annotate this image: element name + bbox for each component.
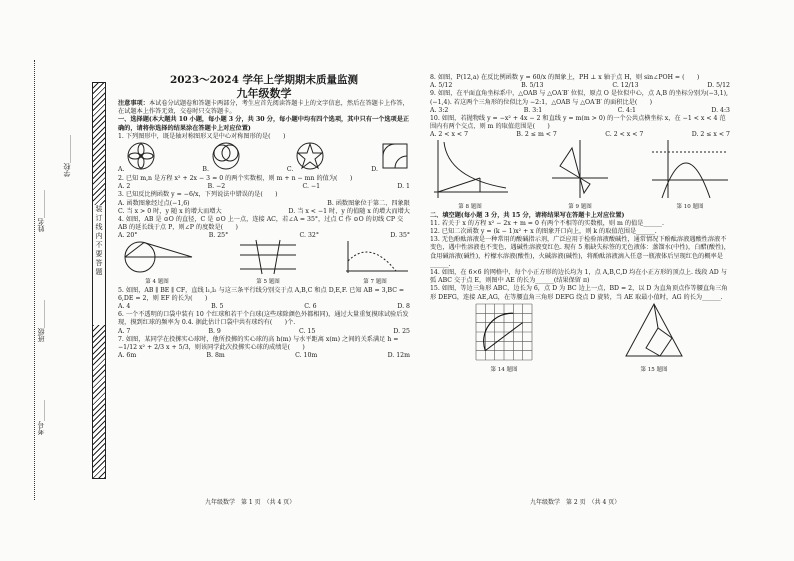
hyperbola-diagram (430, 138, 510, 200)
fig-q5 (238, 239, 298, 286)
q4-option-d: D. 35° (390, 232, 410, 240)
q7-option-a: A. 6m (118, 352, 137, 360)
fig-q4 (118, 239, 196, 286)
q8-option-b: B. 5/13 (521, 82, 544, 90)
fig-q7-caption: 第 7 题图 (363, 279, 387, 286)
exam-no-field: 考号______ (37, 400, 45, 435)
q5-option-c: C. 6 (304, 303, 317, 311)
q4-option-b: B. 25° (208, 232, 229, 240)
flower-symbol-figure (126, 141, 156, 171)
fig-q4-caption: 第 4 题图 (145, 279, 169, 286)
q9-options (430, 107, 730, 115)
q4-option-c: C. 32° (299, 232, 319, 240)
q3-options-ab (118, 200, 410, 208)
q5-stem: 5. 如图，AB ∥ BE ∥ CF，直线 l₁,l₂ 与这三条平行线分别交于点 A,B,C 和点 D,E,F. 已知 AB = 3,BC = 6,DE = 2，则 EF 的长为( ) (118, 286, 405, 302)
q3-option-c: C. 当 x > 0 时，y 随 x 的增大而增大 (118, 207, 222, 215)
q1-option-d (371, 141, 410, 174)
binding-char: 内 (95, 232, 103, 240)
section2-heading: 二、填空题(每小题 3 分，共 15 分，请将结果写在答题卡上对应位置) (430, 211, 625, 219)
footer-right: 九年级数学 第 2 页 （共 4 页） (530, 499, 621, 506)
section1-heading: 一、选择题(本大题共 10 小题，每小题 3 分，共 30 分，每小题中均有四个选项，其中只有一个选项是正确的，请将你选择的结果涂在答题卡上对应位置) (118, 116, 410, 132)
q6-option-d: D. 25 (393, 327, 410, 335)
q3-stem: 3. 已知反比例函数 y = −6/x，下列说法中错误的是( ) (118, 191, 278, 199)
margin-line (34, 60, 35, 500)
class-field: 班级________ (37, 300, 45, 342)
equilateral-triangle-diagram (622, 302, 686, 362)
q9-option-a: A. 3:2 (430, 106, 449, 114)
option-label: D. (371, 166, 379, 174)
q9-option-b: B. 3:1 (523, 106, 543, 114)
q5-option-d: D. 8 (397, 303, 410, 311)
q2-stem: 2. 已知 m,n 是方程 x² + 2x − 3 = 0 的两个实数根，则 m + n − mn 的值为( ) (118, 175, 353, 183)
q10-stem: 10. 如图，若抛物线 y = −x² + 4x − 2 和直线 y = m(m > 0) 的一个公共点横坐标 x，在 −1 < x < 4 范围内有两个交点，则 m 的取值范围是( ) (430, 115, 726, 131)
binding-char: 答 (95, 259, 103, 267)
q10-option-d: D. 2 ≤ x < 7 (691, 131, 730, 139)
parabola-diagram (650, 138, 730, 200)
q15-stem: 15. 如图，等边三角形 ABC，边长为 6，点 D 为 BC 边上一点，BD = 2，以 D 为直角顶点作等腰直角三角形 DEFG，连接 AE,AG，在等腰直角三角形 DEFG 绕点 D 旋转，当 AE 取最小值时，AG 的长为______. (430, 285, 728, 301)
figures-row1 (118, 241, 410, 287)
shot-put-parabola-diagram (340, 239, 410, 275)
q10-option-a: A. 2 < x < 7 (430, 131, 469, 139)
q9-option-d: D. 4:3 (711, 106, 730, 114)
option-label: C. (286, 166, 294, 174)
q1-option-c (287, 141, 325, 174)
exam-no-label: 考号 (37, 421, 45, 435)
q5-option-a: A. 4 (118, 303, 131, 311)
q6-option-c: C. 15 (298, 327, 316, 335)
fig-q14 (474, 302, 534, 373)
exam-title: 2023～2024 学年上学期期末质量监测 (169, 74, 359, 86)
binding-char: 装 (95, 205, 103, 213)
q3-options-cd (118, 208, 410, 216)
fig-q9 (550, 138, 610, 211)
q7-option-d: D. 12m (387, 352, 410, 360)
q6-stem: 6. 一个不透明的口袋中装有 10 个红球和若干个白球(这些球除颜色外都相同)，通过大量重复摸球试验后发现，摸到红球的频率为 0.4. 据此估计口袋中共有球约有( )个. (118, 311, 409, 327)
fig-q7 (340, 239, 410, 286)
q14-stem: 14. 如图，在 6×6 的网格中，每个小正方形的边长均为 1，点 A,B,C,D 均在小正方形的顶点上. 线段 AD 与弧 ABC 交于点 E，则图中 AE 的长为______(结果保留 π) (430, 269, 727, 285)
q2-option-b: B. −2 (207, 183, 226, 191)
fig-q9-caption: 第 9 题图 (568, 204, 592, 211)
circles-symbol-figure (211, 141, 241, 171)
similar-triangles-diagram (550, 138, 610, 200)
grid-arc-diagram (474, 302, 534, 362)
parallel-lines-diagram (238, 239, 298, 275)
page-left (118, 74, 410, 360)
name-field: 姓名________ (37, 190, 45, 232)
q9-option-c: C. 4:1 (617, 106, 636, 114)
option-label: B. (202, 166, 209, 174)
q7-options (118, 352, 410, 360)
notes-heading: 注意事项： (118, 100, 149, 107)
q1-options (118, 141, 410, 175)
q7-option-c: C. 10m (295, 352, 318, 360)
fig-q15 (622, 302, 686, 373)
binding-char: 线 (95, 223, 103, 231)
q2-option-d: D. 1 (397, 183, 410, 191)
q6-option-a: A. 7 (118, 327, 131, 335)
fig-q8-caption: 第 8 题图 (458, 204, 482, 211)
q12-stem: 12. 已知二次函数 y = (k − 1)x² + x 的图象开口向上，则 k 的取值范围是______. (430, 228, 657, 236)
fig-q10 (650, 138, 730, 211)
binding-text (92, 205, 106, 325)
q6-option-b: B. 9 (208, 327, 221, 335)
q8-option-d: D. 5/12 (707, 82, 730, 90)
fig-q10-caption: 第 10 题图 (676, 204, 704, 211)
circle-tangent-diagram (118, 239, 196, 275)
footer-left: 九年级数学 第 1 页 （共 4 页） (205, 499, 296, 506)
fig-q8 (430, 138, 510, 211)
q10-option-c: C. 2 < x < 7 (605, 131, 644, 139)
q13-stem: 13. 无色酚酞溶液是一种常用的酸碱指示剂，广泛应用于检验溶液酸碱性，通常情况下酚酞溶液遇酸性溶液不变色，遇中性溶液也不变色，遇碱性溶液变红色. 现有 5 瓶缺失标签的无色液体：蒸馏水(中性)，白醋(酸性)，食用碱溶液(碱性)，柠檬水溶液(酸性)，火碱溶液(碱性)，将酚酞溶液滴入任意一瓶液体后呈现红色的概率是______. (430, 236, 730, 268)
star-symbol-figure (295, 141, 325, 171)
figures-row2 (430, 140, 730, 212)
q4-stem: 4. 如图，AB 是 ⊙O 的直径，C 是 ⊙O 上一点，连接 AC，若∠A = 35°，过点 C 作 ⊙O 的切线 CP 交 AB 的延长线于点 P，则∠P 的度数是( ) (118, 216, 404, 232)
q8-option-a: A. 5/12 (430, 82, 453, 90)
fig-q15-caption: 第 15 题图 (640, 366, 668, 373)
school-label: 学校 (63, 163, 71, 177)
q1-option-a (118, 141, 156, 174)
notes-text: 本试卷分试题卷和答题卡两部分，考生应首先阅读答题卡上的文字信息，然后在答题卡上作答，在试题本上作答无效，交卷时只交答题卡。 (118, 100, 409, 116)
q8-option-c: C. 12/13 (612, 82, 639, 90)
page-right (430, 74, 730, 374)
notes (118, 100, 410, 116)
q3-option-b: B. 函数图象位于第二、四象限 (327, 199, 410, 207)
q4-option-a: A. 20° (118, 232, 138, 240)
binding-char: 订 (95, 214, 103, 222)
square-symbol-figure (380, 141, 410, 171)
option-label: A. (118, 166, 125, 174)
q6-options (118, 328, 410, 336)
q8-stem: 8. 如图，P(12,a) 在反比例函数 y = 60/x 的图象上，PH ⊥ x 轴于点 H，则 sin∠POH = ( ) (430, 74, 700, 81)
q9-stem: 9. 如图，在平面直角坐标系中，△OAB 与 △OA′B′ 位似，原点 O 是位似中心，点 A,B 的坐标分别为(−3,1),(−1,4). 若这两个三角形的位似比为 −2:1，△OAB 与 △OA′B′ 的面积比是( ) (430, 90, 729, 106)
binding-char: 不 (95, 241, 103, 249)
exam-subtitle: 九年级数学 (236, 87, 292, 100)
q3-option-d: D. 当 x < −1 时，y 的值随 x 的增大而增大 (288, 207, 410, 215)
q7-option-b: B. 8m (206, 352, 225, 360)
school-field: 学校________ (63, 135, 71, 177)
q3-option-a: A. 函数图象经过点(−1,6) (118, 199, 190, 207)
name-label: 姓名 (37, 218, 45, 232)
q7-stem: 7. 如图，某同学在投掷实心球时，他所投掷的实心球的高 h(m) 与水平距离 x(m) 之间的关系满足 h = −1/12 x² + 2/3 x + 5/3，则该同学此次投掷实心球的成绩是( ) (118, 335, 399, 352)
fig-q14-caption: 第 14 题图 (490, 366, 518, 373)
figures-row3 (430, 302, 730, 374)
fig-q5-caption: 第 5 题图 (256, 279, 280, 286)
q10-option-b: B. 2 ≤ m < 7 (516, 131, 557, 139)
q2-option-a: A. 2 (118, 183, 131, 191)
q11-stem: 11. 若关于 x 的方程 x² − 2x + m = 0 有两个不相等的实数根，则 m 的值是______. (430, 219, 664, 227)
q1-option-b (202, 141, 240, 174)
q5-option-b: B. 5 (211, 303, 224, 311)
class-label: 班级 (37, 328, 45, 342)
q1-stem: 1. 下列图形中，既是轴对称图形又是中心对称图形的是( ) (118, 132, 286, 140)
binding-char: 题 (95, 268, 103, 276)
q2-option-c: C. −1 (302, 183, 321, 191)
binding-char: 要 (95, 250, 103, 258)
